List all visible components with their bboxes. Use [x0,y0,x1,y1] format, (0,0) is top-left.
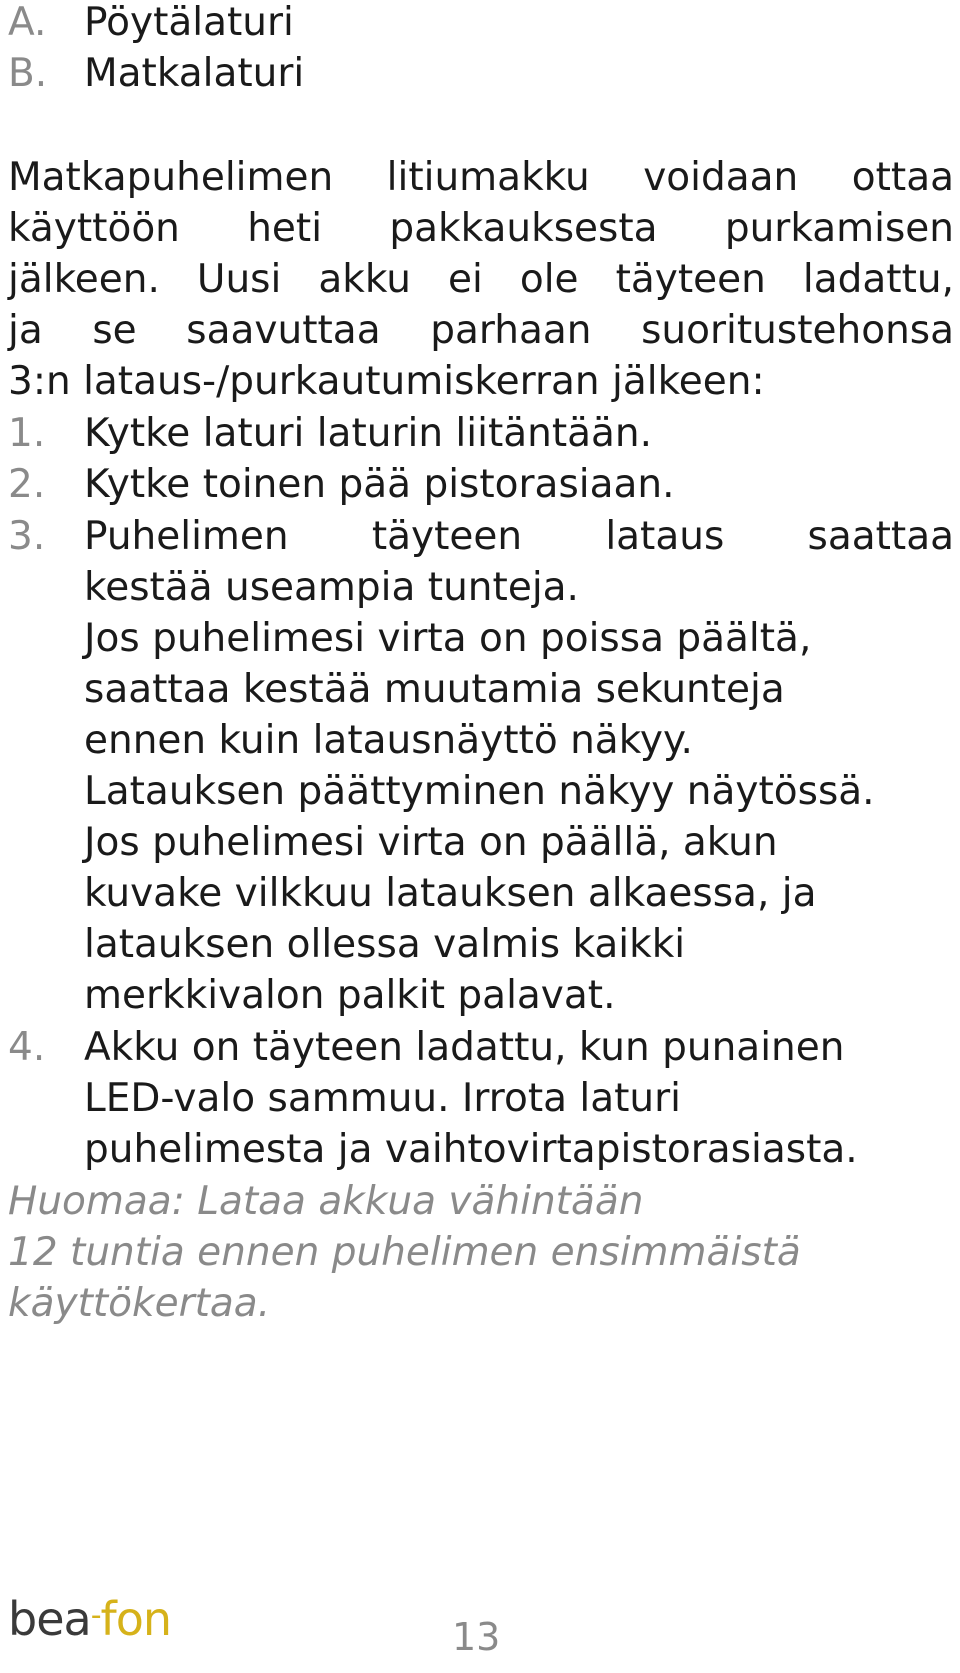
step-3-line-1: Puhelimen täyteen lataus saattaa [84,514,954,559]
step-4-line-2: LED-valo sammuu. Irrota laturi [84,1076,682,1121]
step-4-line-3: puhelimesta ja vaihtovirtapistorasiasta. [84,1127,858,1172]
step-3-line-2: kestää useampia tunteja. [84,565,579,610]
step-3-line-3: Jos puhelimesi virta on poissa päältä, [84,616,812,661]
step-3-line-6: Latauksen päättyminen näkyy näytössä. [84,769,875,814]
step-3-line-9: latauksen ollessa valmis kaikki [84,922,686,967]
list-marker-a: A. [8,0,47,45]
list-item-desk-charger: Pöytälaturi [84,0,294,45]
step-marker-4: 4. [8,1025,46,1070]
list-marker-b: B. [8,51,48,96]
logo-separator: - [90,1598,101,1633]
step-marker-1: 1. [8,411,46,456]
note-line-1: Huomaa: Lataa akkua vähintään [8,1179,644,1224]
step-3-line-10: merkkivalon palkit palavat. [84,973,616,1018]
logo-text-fon: fon [100,1592,172,1646]
beafon-logo [8,1586,171,1649]
list-item-travel-charger: Matkalaturi [84,51,305,96]
step-1-line-1: Kytke laturi laturin liitäntään. [84,411,653,456]
step-2-line-1: Kytke toinen pää pistorasiaan. [84,462,675,507]
note-line-2: 12 tuntia ennen puhelimen ensimmäistä [8,1230,801,1275]
step-3-line-5: ennen kuin latausnäyttö näkyy. [84,718,693,763]
intro-line-1: Matkapuhelimen litiumakku voidaan ottaa [8,155,954,200]
step-3-line-8: kuvake vilkkuu latauksen alkaessa, ja [84,871,817,916]
intro-line-3: jälkeen. Uusi akku ei ole täyteen ladattu, [8,257,954,302]
step-marker-2: 2. [8,462,46,507]
step-4-line-1: Akku on täyteen ladattu, kun punainen [84,1025,845,1070]
intro-line-5: 3:n lataus-/purkautumiskerran jälkeen: [8,359,765,404]
page-number: 13 [452,1615,501,1659]
intro-line-2: käyttöön heti pakkauksesta purkamisen [8,206,954,251]
step-3-line-4: saattaa kestää muutamia sekunteja [84,667,785,712]
intro-line-4: ja se saavuttaa parhaan suoritustehonsa [8,308,954,353]
step-marker-3: 3. [8,514,46,559]
logo-text-bea: bea [8,1592,91,1646]
step-3-line-7: Jos puhelimesi virta on päällä, akun [84,820,778,865]
note-line-3: käyttökertaa. [8,1281,271,1326]
